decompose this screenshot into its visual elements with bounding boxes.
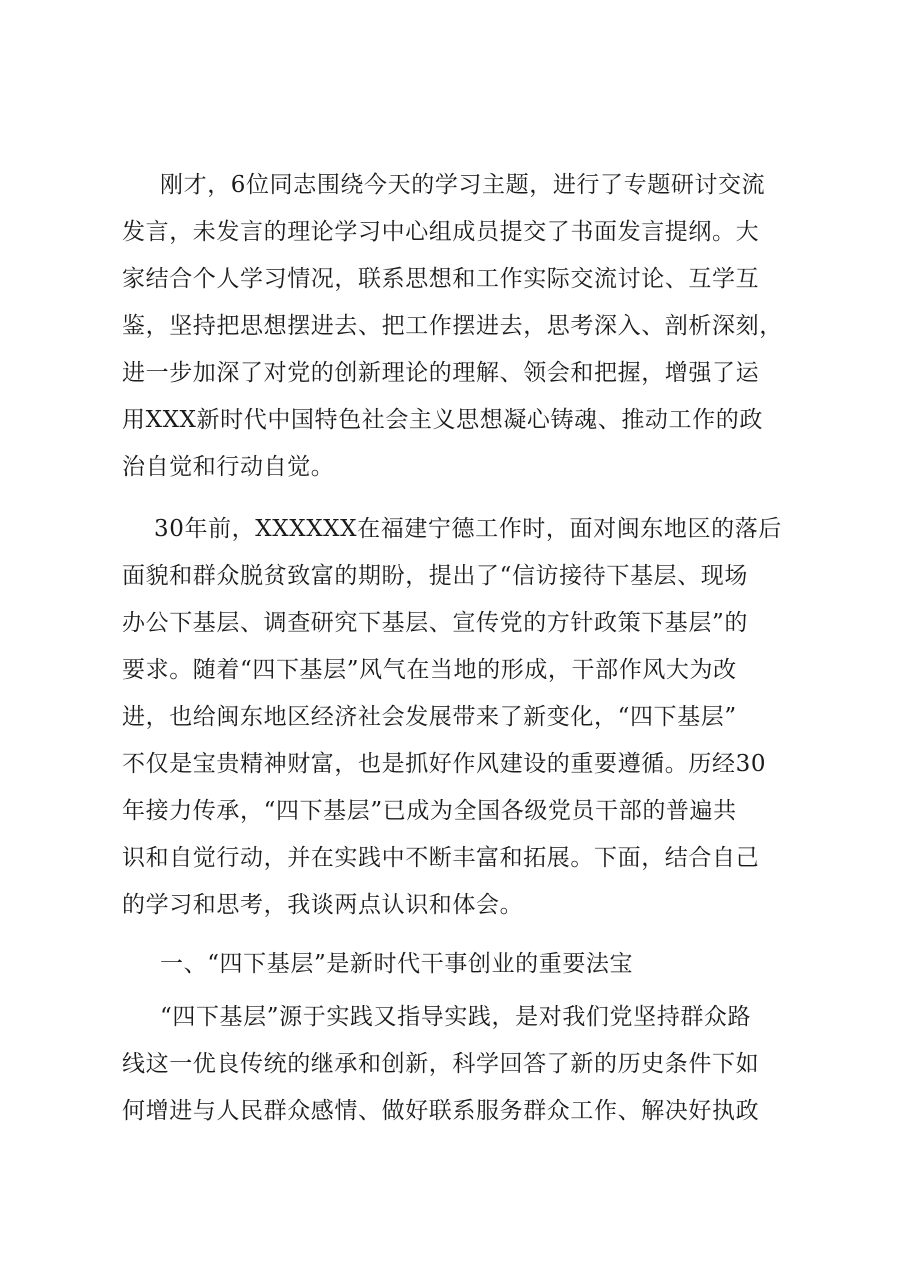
paragraph-2-line-1: 30年前，XXXXXX在福建宁德工作时，面对闽东地区的落后 (154, 516, 782, 542)
paragraph-2-line-7: 年接力传承，“四下基层”已成为全国各级党员干部的普遍共 (122, 798, 737, 824)
paragraph-1-line-6: 用XXX新时代中国特色社会主义思想凝心铸魂、推动工作的政 (122, 407, 763, 433)
paragraph-2-line-2: 面貌和群众脱贫致富的期盼，提出了“信访接待下基层、现场 (122, 563, 748, 589)
paragraph-2-line-8: 识和自觉行动，并在实践中不断丰富和拓展。下面，结合自己 (122, 845, 760, 871)
paragraph-1-line-2: 发言，未发言的理论学习中心组成员提交了书面发言提纲。大 (122, 219, 760, 245)
paragraph-2-line-3: 办公下基层、调查研究下基层、宣传党的方针政策下基层”的 (122, 610, 748, 636)
paragraph-3-line-2: 线这一优良传统的继承和创新，科学回答了新的历史条件下如 (122, 1051, 760, 1077)
paragraph-3-line-1: “四下基层”源于实践又指导实践，是对我们党坚持群众路 (160, 1004, 752, 1030)
paragraph-1-line-5: 进一步加深了对党的创新理论的理解、领会和把握，增强了运 (122, 360, 760, 386)
paragraph-2-line-6: 不仅是宝贵精神财富，也是抓好作风建设的重要遵循。历经30 (122, 751, 767, 777)
paragraph-1-line-1: 刚才，6位同志围绕今天的学习主题，进行了专题研讨交流 (160, 172, 766, 198)
paragraph-2-line-4: 要求。随着“四下基层”风气在当地的形成，干部作风大为改 (122, 657, 737, 683)
paragraph-2-line-9: 的学习和思考，我谈两点认识和体会。 (122, 892, 524, 918)
paragraph-2-line-5: 进，也给闽东地区经济社会发展带来了新变化，“四下基层” (122, 704, 737, 730)
paragraph-1-line-7: 治自觉和行动自觉。 (122, 454, 335, 480)
paragraph-3-line-3: 何增进与人民群众感情、做好联系服务群众工作、解决好执政 (122, 1098, 760, 1124)
section-heading-1: 一、“四下基层”是新时代干事创业的重要法宝 (160, 951, 634, 977)
paragraph-1-line-4: 鉴，坚持把思想摆进去、把工作摆进去，思考深入、剖析深刻， (122, 313, 783, 339)
paragraph-1-line-3: 家结合个人学习情况，联系思想和工作实际交流讨论、互学互 (122, 266, 760, 292)
